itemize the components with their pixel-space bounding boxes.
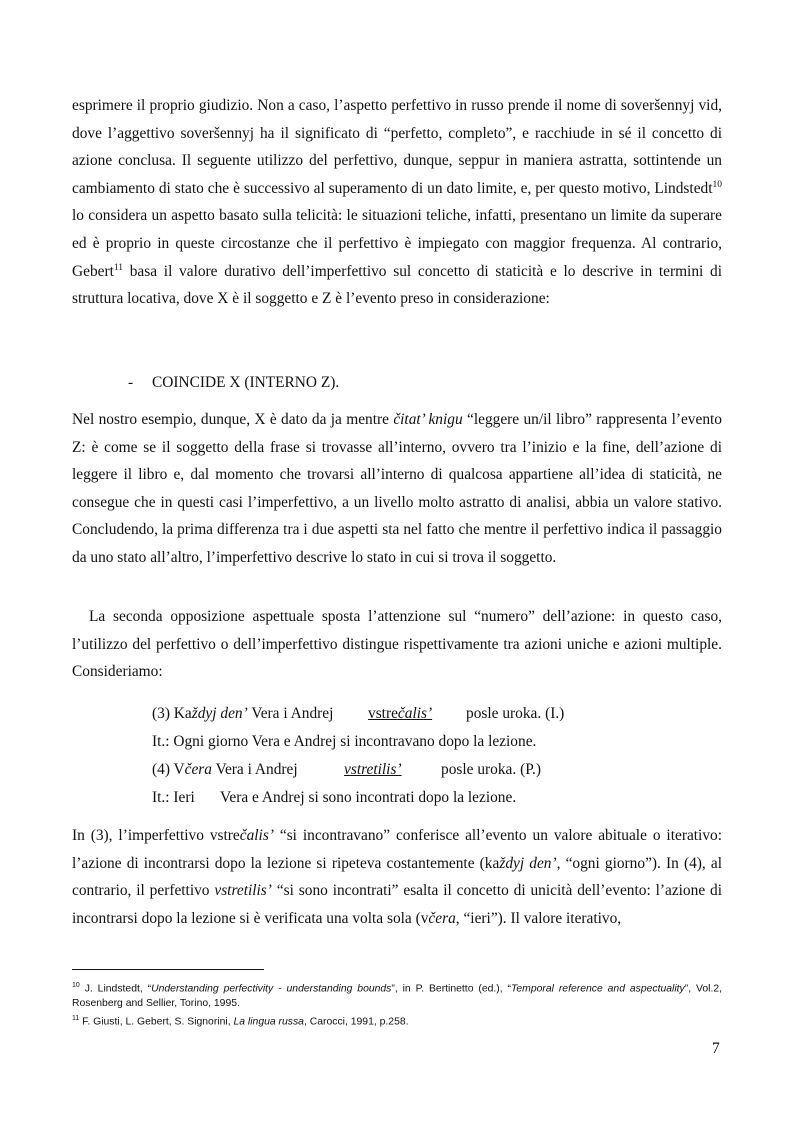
example-3-tail: posle uroka. (I.) xyxy=(466,705,565,722)
footnote-ref-11[interactable]: 11 xyxy=(113,262,124,273)
list-item-coincide xyxy=(128,369,339,397)
paragraph-4: In (3), l’imperfettivo vstrečalis’ “si incontravano” conferisce all’evento un valore abituale o iterativo: l’azione di incontrarsi dopo la lezione si ripeteva costantemente (každyj den’, “ogni giorno”). In (4), al contrario, il perfettivo vstretilis’ “si sono incontrati” esalta il concetto di unicità dell’evento: l’azione di incontrarsi dopo la lezione si è verificata una volta sola (včera, “ieri”). Il valore iterativo, xyxy=(72,827,722,927)
example-4-translation-label: It.: Ieri xyxy=(152,789,195,806)
paragraph-2-italic: čitat’ knigu xyxy=(393,411,463,428)
example-4-subject: (4) Včera Vera i Andrej xyxy=(152,761,298,778)
example-4-translation-text: Vera e Andrej si sono incontrati dopo la lezione. xyxy=(220,789,517,806)
list-item-text: COINCIDE X (INTERNO Z). xyxy=(152,374,340,391)
example-3-verb: vstrečalis’ xyxy=(368,705,433,722)
page-number: 7 xyxy=(712,1040,720,1057)
paragraph-2 xyxy=(72,406,722,572)
paragraph-2-text-a: Nel nostro esempio, dunque, X è dato da ja mentre xyxy=(72,411,394,428)
example-4-verb: vstretilis’ xyxy=(344,761,402,778)
example-3-translation-text: It.: Ogni giorno Vera e Andrej si incontravano dopo la lezione. xyxy=(152,733,537,750)
footnotes xyxy=(72,978,722,1030)
footnote-separator xyxy=(72,969,264,970)
footnote-11-number: 11 xyxy=(72,1015,80,1023)
paragraph-1-text-c: basa il valore durativo dell’imperfettivo sul concetto di staticità e lo descrive in termini di struttura locativa, dove X è il soggetto e Z è l’evento preso in considerazione: xyxy=(72,262,722,308)
footnote-10-number: 10 xyxy=(72,982,80,989)
paragraph-1-text-b: lo considera un aspetto basato sulla telicità: le situazioni teliche, infatti, presentano un limite da superare ed è proprio in queste circostanze che il perfettivo è impiegato con maggior frequenza. Al contrario, Gebert xyxy=(72,207,722,280)
footnote-ref-10[interactable]: 10 xyxy=(712,179,722,190)
paragraph-1 xyxy=(72,92,722,313)
paragraph-3: La seconda opposizione aspettuale sposta l’attenzione sul “numero” dell’azione: in questo caso, l’utilizzo del perfettivo o dell’imperfettivo distingue rispettivamente tra azioni uniche e azioni multiple. Consideriamo: xyxy=(72,608,722,681)
list-bullet: - xyxy=(128,374,134,391)
footnote-11: $^{11}$ F. Giusti, L. Gebert, S. Signorini, La lingua russa, Carocci, 1991, p.258. xyxy=(72,1015,409,1028)
example-4-tail: posle uroka. (P.) xyxy=(441,761,542,778)
paragraph-2-text-b: “leggere un/il libro” rappresenta l’evento Z: è come se il soggetto della frase si trovasse all’interno, ovvero tra l’inizio e la fine, dell’azione di leggere il libro e, dal momento che trovarsi all’interno di qualcosa appartiene all’idea di staticità, ne consegue che in questi casi l’imperfettivo, a un livello molto astratto di analisi, abbia un valore stativo. Concludendo, la prima differenza tra i due aspetti sta nel fatto che mentre il perfettivo indica il passaggio da uno stato all’altro, l’imperfettivo descrive lo stato in cui si trova il soggetto. xyxy=(72,411,722,566)
footnote-10: $^{10}$ J. Lindstedt, “Understanding perfectivity - understanding bounds”, in P. Bertinetto (ed.), “Temporal reference and aspectuality”, Vol.2, Rosenberg and Sellier, Torino, 1995. xyxy=(72,982,722,1010)
example-3-subject: (3) Každyj den’ Vera i Andrej xyxy=(152,705,334,722)
paragraph-1-text-a: esprimere il proprio giudizio. Non a caso, l’aspetto perfettivo in russo prende il nome di soveršennyj vid, dove l’aggettivo soveršennyj ha il significato di “perfetto, completo”, e racchiude in sé il concetto di azione conclusa. Il seguente utilizzo del perfettivo, dunque, seppur in maniera astratta, sottintende un cambiamento di stato che è successivo al superamento di un dato limite, e, per questo motivo, Lindstedt xyxy=(72,97,722,197)
